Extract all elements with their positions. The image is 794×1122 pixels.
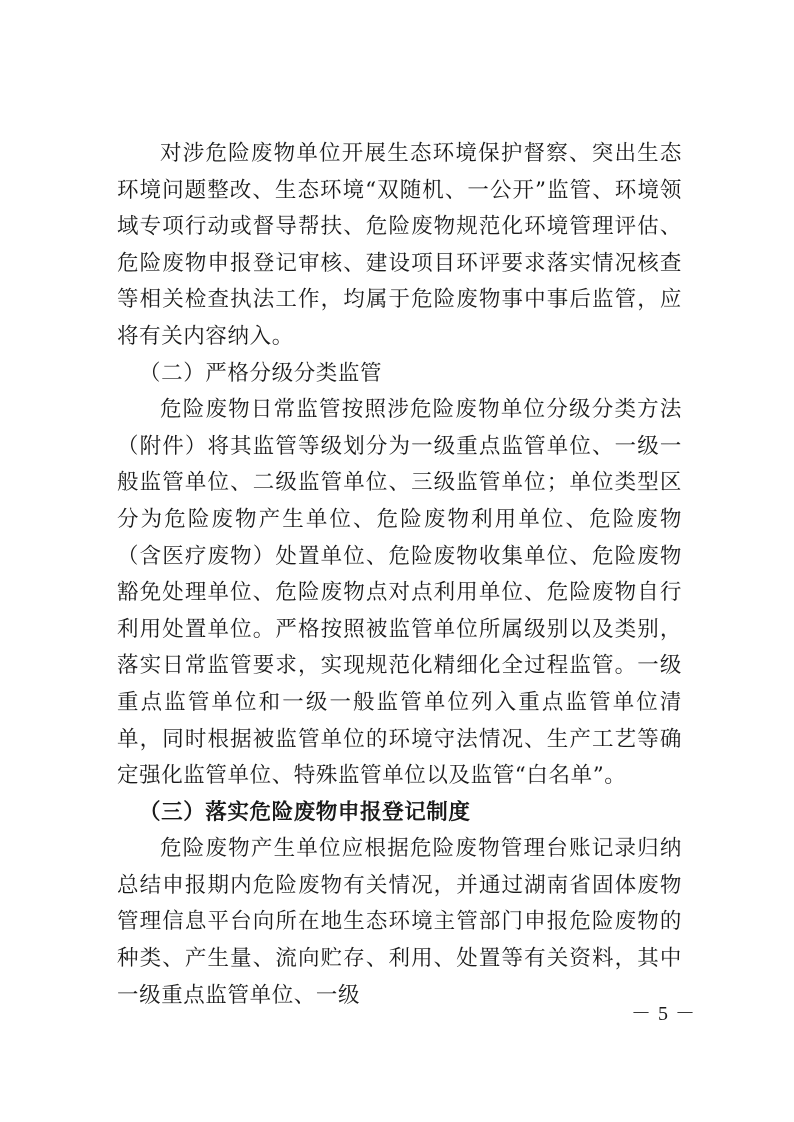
section-heading-classified-supervision: （二）严格分级分类监管	[139, 360, 383, 386]
page-number: － 5 －	[631, 1003, 696, 1025]
document-body	[117, 136, 682, 1014]
section-heading-registration-system: （三）落实危险废物申报登记制度	[139, 799, 471, 825]
paragraph-registration-requirements: 危险废物产生单位应根据危险废物管理台账记录归纳总结申报期内危险废物有关情况，并通过湖南省固体废物管理信息平台向所在地生态环境主管部门申报危险废物的种类、产生量、流向贮存、利用、处置等有关资料，其中一级重点监管单位、一级	[117, 836, 682, 1008]
paragraph-inspection-scope: 对涉危险废物单位开展生态环境保护督察、突出生态环境问题整改、生态环境“双随机、一公开”监管、环境领域专项行动或督导帮扶、危险废物规范化环境管理评估、危险废物申报登记审核、建设项目环评要求落实情况核查等相关检查执法工作，均属于危险废物事中事后监管，应将有关内容纳入。	[117, 141, 682, 349]
paragraph-classification-method: 危险废物日常监管按照涉危险废物单位分级分类方法（附件）将其监管等级划分为一级重点监管单位、一级一般监管单位、二级监管单位、三级监管单位；单位类型区分为危险废物产生单位、危险废物利用单位、危险废物（含医疗废物）处置单位、危险废物收集单位、危险废物豁免处理单位、危险废物点对点利用单位、危险废物自行利用处置单位。严格按照被监管单位所属级别以及类别，落实日常监管要求，实现规范化精细化全过程监管。一级重点监管单位和一级一般监管单位列入重点监管单位清单，同时根据被监管单位的环境守法情况、生产工艺等确定强化监管单位、特殊监管单位以及监管“白名单”。	[117, 397, 682, 789]
